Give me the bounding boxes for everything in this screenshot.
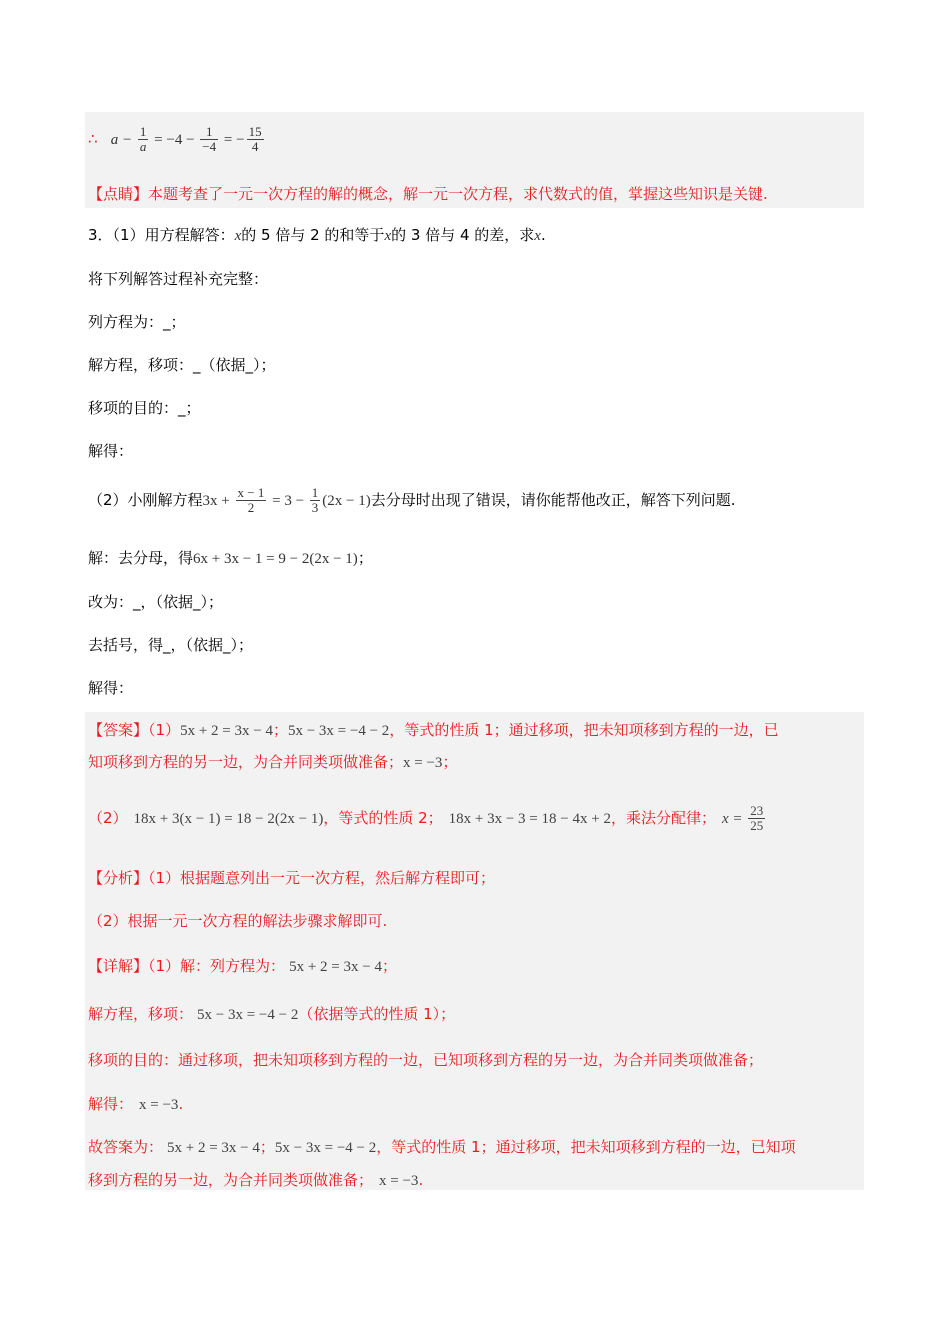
answer-line-1	[88, 719, 779, 741]
expr-eq: = −	[220, 132, 245, 148]
solution-equation: 6x + 3x − 1 = 9 − 2(2x − 1)	[193, 551, 358, 567]
var-x: x	[384, 228, 392, 244]
detail-l5-sep: ；	[259, 1138, 275, 1156]
detail-l2-text: 解方程，移项：	[88, 1005, 194, 1023]
line-move: 解方程，移项：_（依据_）；	[88, 356, 276, 374]
answer-part2-eq-1: 18x + 3(x − 1) = 18 − 2(2x − 1)	[133, 811, 324, 827]
detail-line-5	[88, 1136, 796, 1158]
detail-l2-end: （依据等式的性质 1）；	[298, 1005, 456, 1023]
solution-line	[88, 547, 373, 569]
question-intro-end: .	[540, 226, 546, 244]
question-intro	[88, 224, 546, 246]
answer-sep: ；	[272, 721, 288, 739]
therefore-line	[88, 122, 266, 156]
detail-line-6	[88, 1169, 423, 1191]
fraction-2: $\frac{1}{-4}$	[202, 124, 217, 154]
analysis-line-2: （2）根据一元一次方程的解法步骤求解即可.	[88, 912, 388, 930]
answer-part2-fraction: $\frac{23}{25}$	[750, 803, 764, 833]
detail-l5-rest: ，等式的性质 1；通过移项，把未知项移到方程的一边，已知项	[376, 1138, 796, 1156]
detail-line-2	[88, 1003, 455, 1025]
detail-l6-text: 移到方程的另一边，为合并同类项做准备；	[88, 1171, 374, 1189]
solution-end: ；	[357, 549, 373, 567]
answer-tag: 【答案】	[88, 721, 149, 739]
question-intro-text-2: 的 5 倍与 2 的和等于	[241, 226, 385, 244]
detail-l6-end: .	[418, 1171, 424, 1189]
answer-part2-prefix: （2）	[88, 809, 128, 827]
analysis-line-1	[88, 867, 495, 889]
expr-prefix: a −	[110, 132, 136, 148]
line-solve: 解得：	[88, 442, 134, 460]
change-line: 改为：_，（依据_）；	[88, 593, 224, 611]
part2-fraction: $\frac{x - 1}{2}$	[237, 485, 265, 515]
detail-tag: 【详解】	[88, 957, 149, 975]
therefore-symbol: ∴	[88, 130, 98, 148]
detail-l5-text: 故答案为：	[88, 1138, 164, 1156]
detail-l1-end: ；	[381, 957, 397, 975]
detail-l5-eq-1: 5x + 2 = 3x − 4	[167, 1140, 260, 1156]
detail-l4-text: 解得：	[88, 1095, 134, 1113]
answer-eq-1: 5x + 2 = 3x − 4	[180, 723, 273, 739]
solution-prefix: 解：去分母，得	[88, 549, 194, 567]
comment-text: 本题考查了一元一次方程的解的概念，解一元一次方程，求代数式的值，掌握这些知识是关键.	[148, 185, 768, 203]
answer-part2-x: x =	[721, 811, 747, 827]
detail-l2-eq: 5x − 3x = −4 − 2	[197, 1007, 299, 1023]
line-equation: 列方程为：_；	[88, 313, 186, 331]
comment-tag: 【点睛】	[88, 185, 149, 203]
fraction-1: $\frac{1}{a}$	[139, 124, 147, 154]
detail-l1-eq: 5x + 2 = 3x − 4	[289, 959, 382, 975]
answer-part1-prefix: （1）	[148, 721, 181, 739]
analysis-text-1: （1）根据题意列出一元一次方程，然后解方程即可；	[148, 869, 496, 887]
bracket-line: 去括号，得_，（依据_）；	[88, 636, 254, 654]
var-x: x	[534, 228, 541, 244]
part2-intro-text: （2）小刚解方程	[88, 491, 203, 509]
expr-mid: = −4 −	[150, 132, 199, 148]
answer-part2-mid-1: ，等式的性质 2；	[323, 809, 443, 827]
part2-eq-b: = 3 −	[268, 493, 308, 509]
detail-line-3: 移项的目的：通过移项，把未知项移到方程的一边，已知项移到方程的另一边，为合并同类项做准备；	[88, 1051, 764, 1069]
part2-intro	[88, 480, 736, 520]
part2-fraction-2: $\frac{1}{3}$	[311, 485, 319, 515]
answer-x-value: x = −3	[403, 755, 443, 771]
detail-l5-eq-2: 5x − 3x = −4 − 2	[274, 1140, 377, 1156]
answer-box	[85, 712, 864, 1190]
solve-line-2: 解得：	[88, 679, 134, 697]
answer-eq-2: 5x − 3x = −4 − 2	[287, 723, 390, 739]
part2-eq-a: 3x +	[202, 493, 234, 509]
answer-line2-end: ；	[442, 753, 458, 771]
detail-l1-text: （1）解：列方程为：	[148, 957, 286, 975]
answer-line-2	[88, 751, 457, 773]
detail-l4-eq: x = −3	[139, 1097, 179, 1113]
fraction-3: $\frac{15}{4}$	[248, 124, 262, 154]
question-intro-text-3: 的 3 倍与 4 的差，求	[391, 226, 535, 244]
question-intro-text: 3．（1）用方程解答：	[88, 226, 235, 244]
detail-l4-end: .	[178, 1095, 184, 1113]
fill-instruction: 将下列解答过程补充完整：	[88, 270, 269, 288]
answer-line2-text: 知项移到方程的另一边，为合并同类项做准备；	[88, 753, 404, 771]
detail-line-1	[88, 955, 397, 977]
answer-line-3	[88, 798, 767, 838]
answer-rest: ，等式的性质 1；通过移项，把未知项移到方程的一边，已	[389, 721, 779, 739]
answer-part2-eq-2: 18x + 3x − 3 = 18 − 4x + 2	[448, 811, 611, 827]
part2-eq-c: (2x − 1)	[322, 493, 371, 509]
line-purpose: 移项的目的：_；	[88, 399, 201, 417]
comment-line	[88, 183, 768, 205]
detail-l6-eq: x = −3	[379, 1173, 419, 1189]
part2-rest: 去分母时出现了错误，请你能帮他改正，解答下列问题.	[370, 491, 736, 509]
analysis-tag: 【分析】	[88, 869, 149, 887]
detail-line-4	[88, 1093, 183, 1115]
answer-part2-mid-2: ，乘法分配律；	[610, 809, 716, 827]
var-x: x	[234, 228, 242, 244]
